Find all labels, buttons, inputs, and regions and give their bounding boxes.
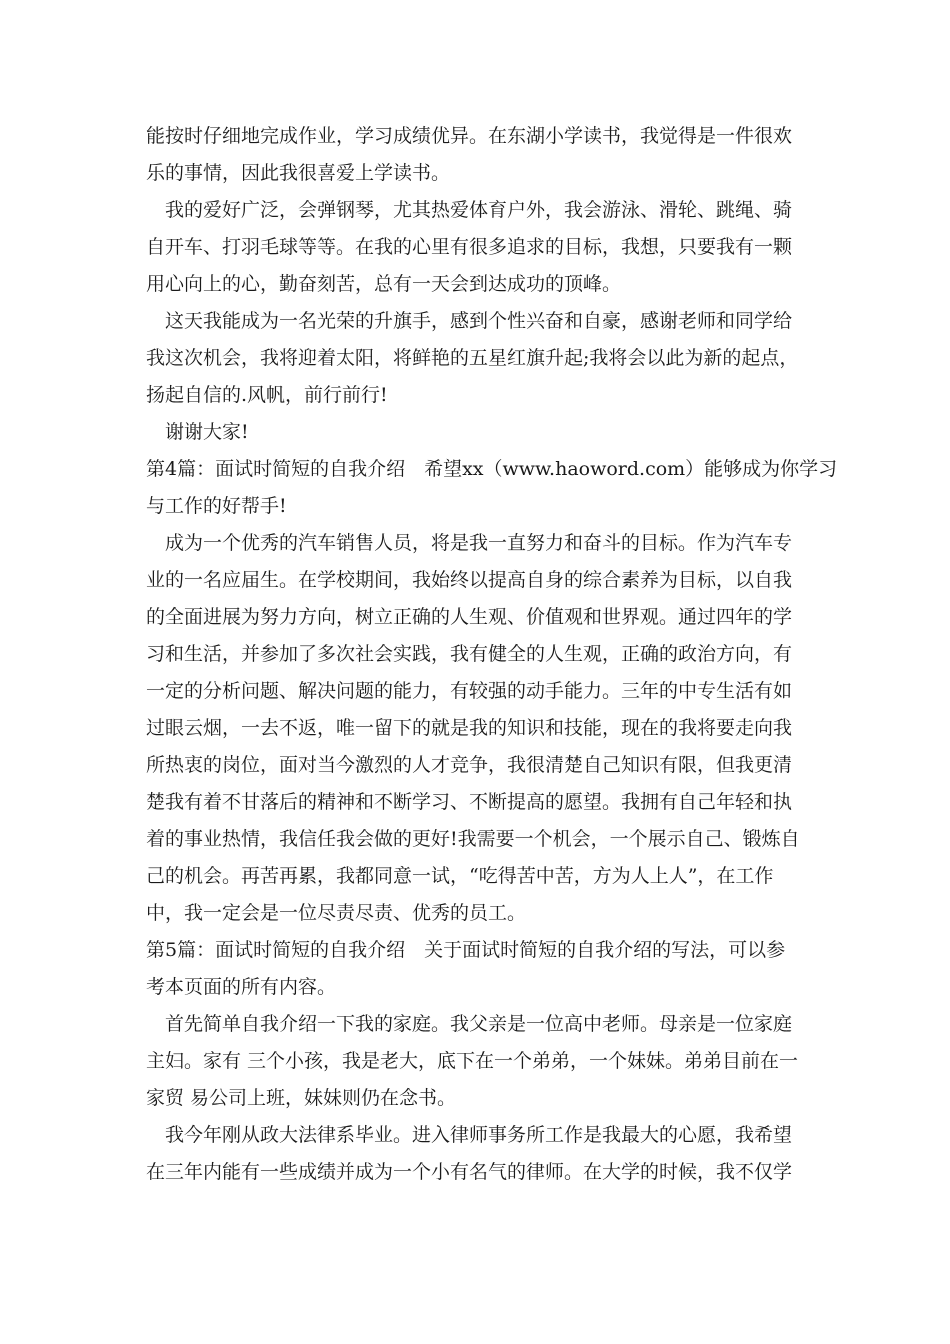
text-line: 主妇。家有 三个小孩，我是老大，底下在一个弟弟，一个妹妹。弟弟目前在一: [146, 1050, 799, 1072]
text-line: 中，我一定会是一位尽责尽责、优秀的员工。: [146, 902, 527, 924]
text-line: 我这次机会，我将迎着太阳，将鲜艳的五星红旗升起;我将会以此为新的起点，: [146, 347, 799, 369]
text-line: 己的机会。再苦再累，我都同意一试，“吃得苦中苦，方为人上人”，在工作: [146, 865, 774, 887]
text-line: 业的一名应届生。在学校期间，我始终以提高自身的综合素养为目标，以自我: [146, 569, 793, 591]
text-line: 第5篇：面试时简短的自我介绍 关于面试时简短的自我介绍的写法，可以参: [146, 939, 786, 961]
paragraph-first-line: 谢谢大家!: [165, 421, 249, 443]
text-line: 扬起自信的.风帆，前行前行!: [146, 384, 388, 406]
text-line: 能按时仔细地完成作业，学习成绩优异。在东湖小学读书，我觉得是一件很欢: [146, 125, 793, 147]
text-line: 乐的事情，因此我很喜爱上学读书。: [146, 162, 451, 184]
paragraph-first-line: 成为一个优秀的汽车销售人员，将是我一直努力和奋斗的目标。作为汽车专: [165, 532, 793, 554]
text-line: 一定的分析问题、解决问题的能力，有较强的动手能力。三年的中专生活有如: [146, 680, 793, 702]
text-line: 的全面进展为努力方向，树立正确的人生观、价值观和世界观。通过四年的学: [146, 606, 793, 628]
text-line: 着的事业热情，我信任我会做的更好!我需要一个机会，一个展示自己、锻炼自: [146, 828, 800, 850]
text-line: 考本页面的所有内容。: [146, 976, 337, 998]
text-line: 习和生活，并参加了多次社会实践，我有健全的人生观，正确的政治方向，有: [146, 643, 793, 665]
text-line: 楚我有着不甘落后的精神和不断学习、不断提高的愿望。我拥有自己年轻和执: [146, 791, 793, 813]
text-line: 与工作的好帮手!: [146, 495, 287, 517]
document-body: [146, 118, 838, 1191]
text-line: 过眼云烟，一去不返，唯一留下的就是我的知识和技能，现在的我将要走向我: [146, 717, 793, 739]
text-line: 所热衷的岗位，面对当今激烈的人才竞争，我很清楚自己知识有限，但我更清: [146, 754, 793, 776]
text-line: 用心向上的心，勤奋刻苦，总有一天会到达成功的顶峰。: [146, 273, 622, 295]
paragraph-first-line: 这天我能成为一名光荣的升旗手，感到个性兴奋和自豪，感谢老师和同学给: [165, 310, 793, 332]
paragraph-first-line: 我今年刚从政大法律系毕业。进入律师事务所工作是我最大的心愿，我希望: [165, 1124, 793, 1146]
text-line: 在三年内能有一些成绩并成为一个小有名气的律师。在大学的时候，我不仅学: [146, 1161, 793, 1183]
paragraph-first-line: 我的爱好广泛，会弹钢琴，尤其热爱体育户外，我会游泳、滑轮、跳绳、骑: [165, 199, 793, 221]
paragraph-first-line: 首先简单自我介绍一下我的家庭。我父亲是一位高中老师。母亲是一位家庭: [165, 1013, 793, 1035]
text-line: 第4篇：面试时简短的自我介绍 希望xx（www.haoword.com）能够成为你学习: [146, 458, 838, 480]
text-line: 家贸 易公司上班，妹妹则仍在念书。: [146, 1087, 457, 1109]
text-line: 自开车、打羽毛球等等。在我的心里有很多追求的目标，我想，只要我有一颗: [146, 236, 793, 258]
